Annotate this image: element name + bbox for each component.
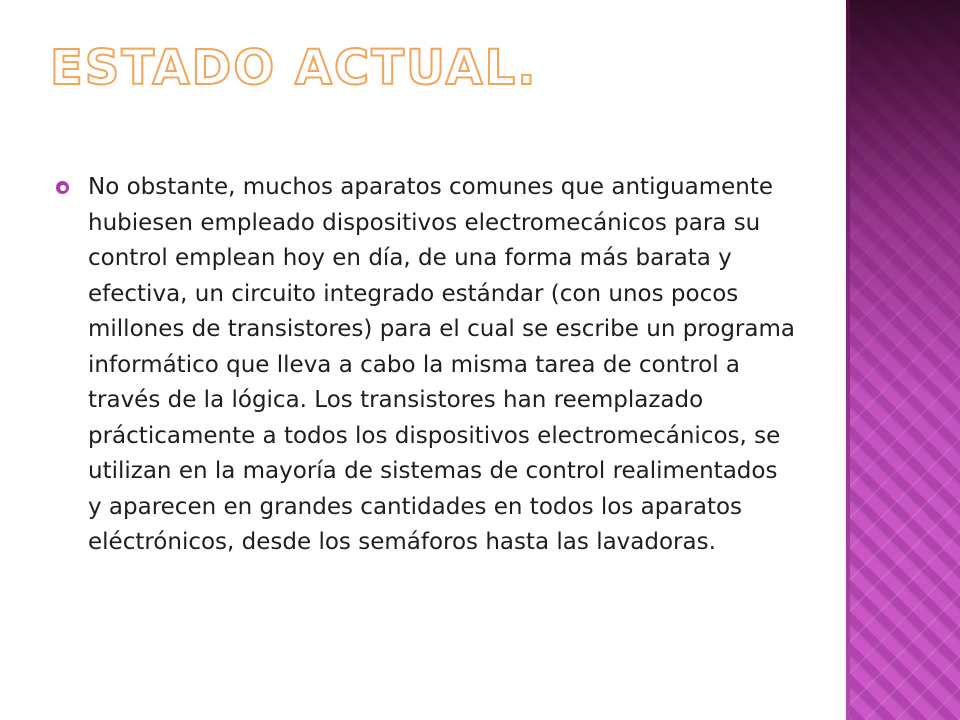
bullet-item [56, 170, 796, 561]
slide-title: ESTADO ACTUAL. [50, 40, 538, 96]
decorative-side-band [850, 0, 960, 720]
bullet-text: No obstante, muchos aparatos comunes que antiguamente hubiesen empleado dispositivos electromecánicos para su control emplean hoy en día, de una forma más barata y efectiva, un circuito integrado estándar (con unos pocos millones de transistores) para el cual se escribe un programa informático que lleva a cabo la misma tarea de control a través de la lógica. Los transistores han reemplazado prácticamente a todos los dispositivos electromecánicos, se utilizan en la mayoría de sistemas de control realimentados y aparecen en grandes cantidades en todos los aparatos eléctrónicos, desde los semáforos hasta las lavadoras. [88, 174, 795, 555]
bullet-list [56, 170, 796, 561]
circle-bullet-icon [56, 181, 69, 194]
